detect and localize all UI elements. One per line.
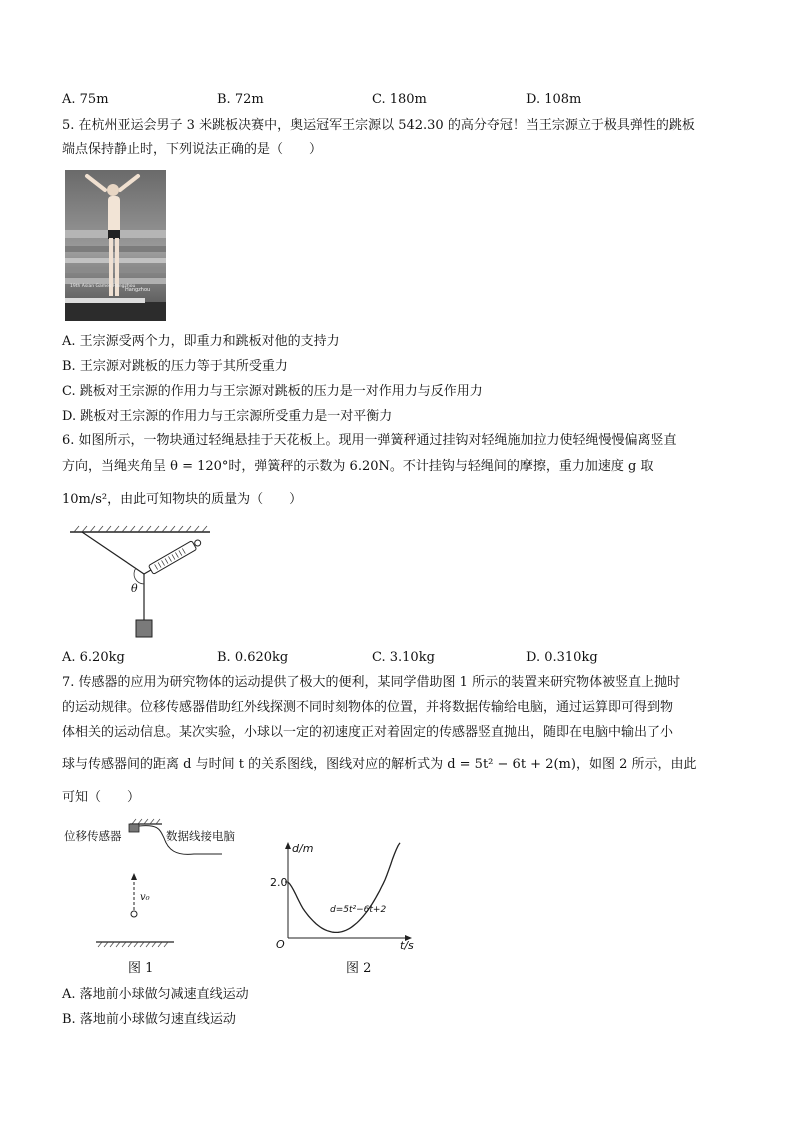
q6-option-d: D. 0.310kg xyxy=(526,650,598,665)
q6-option-b: B. 0.620kg xyxy=(217,650,289,665)
y-axis-label: d/m xyxy=(292,842,314,855)
diver-photo xyxy=(65,170,166,321)
figure-1-caption: 图 1 xyxy=(128,961,154,976)
q7-option-a: A. 落地前小球做匀减速直线运动 xyxy=(62,987,249,1002)
q5-option-d: D. 跳板对王宗源的作用力与王宗源所受重力是一对平衡力 xyxy=(62,409,393,424)
q4-option-c: C. 180m xyxy=(372,92,427,107)
q7-option-b: B. 落地前小球做匀速直线运动 xyxy=(62,1012,236,1027)
photo-caption-2: Hangzhou xyxy=(125,287,151,293)
q7-stem-line3: 体相关的运动信息。某次实验，小球以一定的初速度正对着固定的传感器竖直抛出，随即在电脑中输出了小 xyxy=(62,725,674,740)
q6-stem-line2: 方向，当绳夹角呈 θ = 120°时，弹簧秤的示数为 6.20N。不计挂钩与轻绳间的摩擦，重力加速度 g 取 xyxy=(62,459,654,474)
q6-figure xyxy=(62,522,214,644)
series-line xyxy=(288,843,400,933)
q7-stem-line2: 的运动规律。位移传感器借助红外线探测不同时刻物体的位置，并将数据传输给电脑，通过运算即可得到物 xyxy=(62,700,674,715)
figure-2-caption: 图 2 xyxy=(346,961,372,976)
q5-stem-line2: 端点保持静止时，下列说法正确的是（ ） xyxy=(62,142,323,157)
y-tick-label: 2.0 xyxy=(270,876,288,889)
q7-figure-2-chart xyxy=(268,838,418,950)
q6-stem-line1: 6. 如图所示，一物块通过轻绳悬挂于天花板上。现用一弹簧秤通过挂钩对轻绳施加拉力使轻绳慢慢偏离竖直 xyxy=(62,433,677,448)
q4-option-a: A. 75m xyxy=(62,92,109,107)
q5-stem-line1: 5. 在杭州亚运会男子 3 米跳板决赛中，奥运冠军王宗源以 542.30 的高分夺冠！当王宗源立于极具弹性的跳板 xyxy=(62,118,695,133)
q5-option-a: A. 王宗源受两个力，即重力和跳板对他的支持力 xyxy=(62,334,340,349)
curve-label: d=5t²−6t+2 xyxy=(330,905,387,915)
x-axis-label: t/s xyxy=(400,939,414,950)
q7-figure-1 xyxy=(64,818,264,953)
q6-stem-line3: 10m/s²，由此可知物块的质量为（ ） xyxy=(62,492,303,507)
cable-label: 数据线接电脑 xyxy=(166,829,235,843)
q4-option-d: D. 108m xyxy=(526,92,582,107)
sensor-label: 位移传感器 xyxy=(64,829,122,843)
q5-option-c: C. 跳板对王宗源的作用力与王宗源对跳板的压力是一对作用力与反作用力 xyxy=(62,384,483,399)
q5-option-b: B. 王宗源对跳板的压力等于其所受重力 xyxy=(62,359,288,374)
theta-label: θ xyxy=(131,582,138,595)
q4-option-b: B. 72m xyxy=(217,92,264,107)
photo-caption-1: 19th Asian Games Hangzhou xyxy=(70,284,136,289)
v0-label: v₀ xyxy=(140,892,150,903)
q6-option-c: C. 3.10kg xyxy=(372,650,435,665)
y-axis xyxy=(285,842,291,938)
q6-option-a: A. 6.20kg xyxy=(62,650,125,665)
q7-stem-line1: 7. 传感器的应用为研究物体的运动提供了极大的便利，某同学借助图 1 所示的装置来研究物体被竖直上抛时 xyxy=(62,675,681,690)
q7-stem-line4: 球与传感器间的距离 d 与时间 t 的关系图线，图线对应的解析式为 d = 5t² − 6t + 2(m)，如图 2 所示，由此 xyxy=(62,757,697,772)
x-axis xyxy=(288,935,412,941)
origin-label: O xyxy=(276,938,285,950)
q7-stem-line5: 可知（ ） xyxy=(62,790,141,805)
